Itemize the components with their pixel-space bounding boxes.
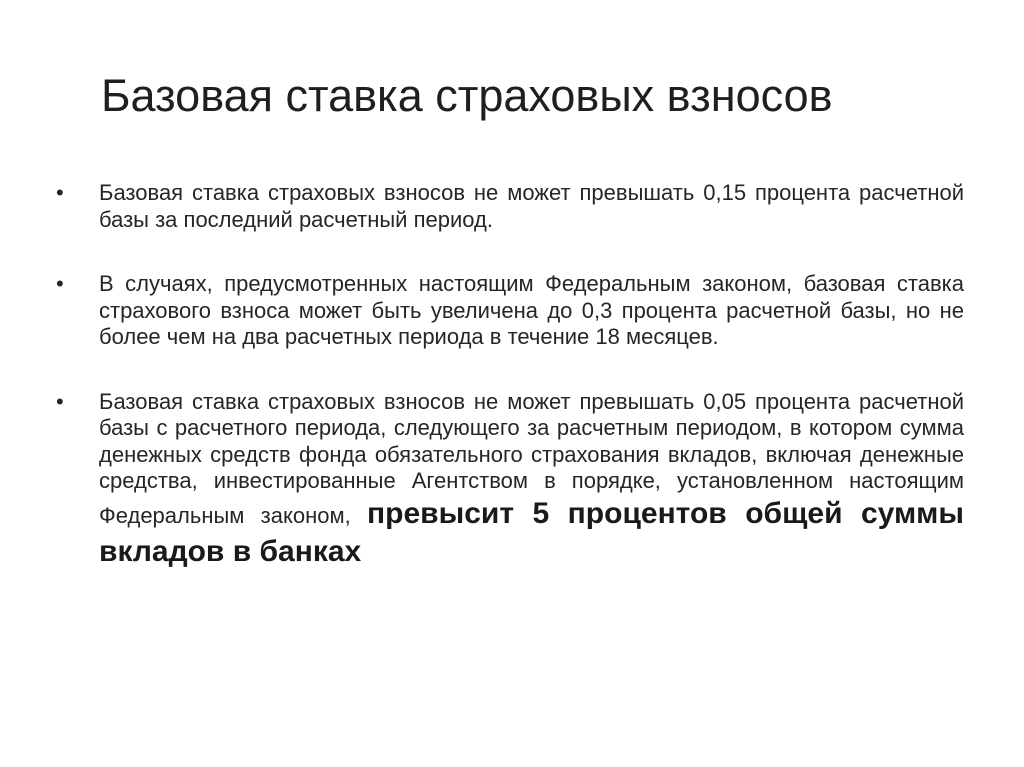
bullet-text-2: В случаях, предусмотренных настоящим Федеральным законом, базовая ставка страхового взноса может быть увеличена до 0,3 процента расчетной базы, но не более чем на два расчетных периода в течение 18 месяцев. [99, 271, 964, 349]
bullet-item-3 [56, 389, 964, 571]
bullet-marker-icon: • [56, 180, 64, 205]
bullet-item-1 [56, 180, 964, 233]
bullet-list [56, 180, 964, 571]
bullet-text-3-emphasis: превысит 5 процентов общей суммы вкладов в банках [99, 496, 964, 568]
bullet-marker-icon: • [56, 271, 64, 296]
slide-title: Базовая ставка страховых взносов [101, 70, 833, 121]
bullet-text-3: Базовая ставка страховых взносов не может превышать 0,05 процента расчетной базы с расчетного периода, следующего за расчетным периодом, в котором сумма денежных средств фонда обязательного страхования вкладов, включая денежные средства, инвестированные Агентством в порядке, установленном настоящим Федеральным законом, [99, 388, 964, 528]
bullet-marker-icon: • [56, 388, 64, 414]
bullet-text-1: Базовая ставка страховых взносов не может превышать 0,15 процента расчетной базы за последний расчетный период. [99, 180, 964, 232]
bullet-item-2 [56, 271, 964, 351]
